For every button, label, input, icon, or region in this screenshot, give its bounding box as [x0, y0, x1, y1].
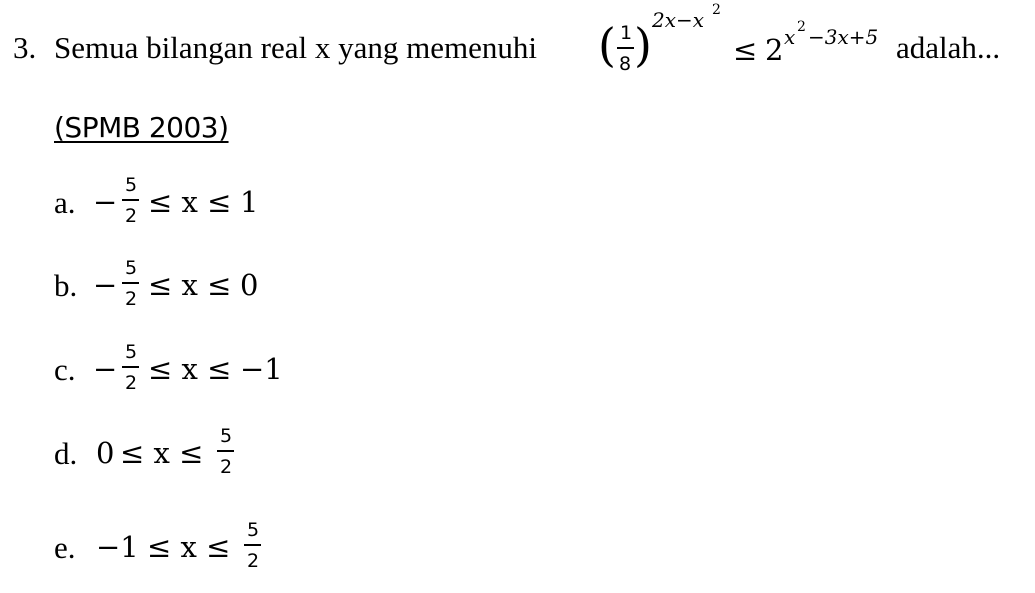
option-d-numerator: 5	[220, 425, 233, 447]
base-numerator: 1	[620, 22, 633, 44]
option-e-denominator: 2	[247, 550, 260, 572]
option-b-rhs: 0	[240, 268, 259, 302]
option-c-letter: c.	[54, 352, 76, 387]
option-d-letter: d.	[54, 436, 78, 471]
option-c-denominator: 2	[125, 372, 138, 394]
option-c-fraction-bar	[122, 366, 139, 368]
left-paren: (	[598, 18, 616, 72]
option-c-middle: ≤ x ≤	[148, 352, 232, 386]
left-exponent: 2x−x	[652, 8, 705, 32]
option-b-letter: b.	[54, 268, 78, 303]
option-b-sign: −	[93, 268, 118, 302]
option-a-rhs: 1	[240, 185, 259, 219]
option-d-denominator: 2	[220, 456, 233, 478]
option-b-denominator: 2	[125, 288, 138, 310]
option-b-middle: ≤ x ≤	[148, 268, 232, 302]
base-fraction-bar	[617, 47, 634, 49]
option-c-rhs: −1	[240, 352, 283, 386]
option-a-sign: −	[93, 185, 118, 219]
option-c-sign: −	[93, 352, 118, 386]
option-a-letter: a.	[54, 185, 76, 220]
option-b-numerator: 5	[125, 257, 138, 279]
option-a-middle	[148, 185, 232, 219]
question-number: 3.	[13, 30, 37, 65]
option-a-fraction-bar	[122, 199, 139, 201]
option-e-fraction-bar	[244, 544, 261, 546]
option-a-denominator: 2	[125, 205, 138, 227]
option-c-numerator: 5	[125, 341, 138, 363]
option-d-lhs: 0	[96, 436, 115, 470]
right-paren: )	[634, 18, 652, 72]
source-citation: (SPMB 2003)	[54, 111, 229, 144]
option-b-fraction-bar	[122, 282, 139, 284]
question-lead-text: Semua bilangan real x yang memenuhi	[54, 30, 537, 65]
right-exponent-x: x	[784, 25, 796, 49]
option-e-lhs: −1	[96, 530, 139, 564]
left-exponent-power: 2	[712, 2, 721, 18]
base-denominator: 8	[619, 53, 632, 75]
option-a-numerator: 5	[125, 174, 138, 196]
option-e-numerator: 5	[247, 519, 260, 541]
relation-symbol: ≤	[733, 33, 758, 67]
right-base: 2	[765, 33, 784, 67]
right-exponent-power: 2	[797, 19, 806, 35]
option-e-middle: ≤ x ≤	[147, 530, 231, 564]
option-d-fraction-bar	[217, 450, 234, 452]
right-exponent-rest: −3x+5	[808, 25, 879, 49]
trailing-text: adalah...	[896, 30, 1001, 65]
option-e-letter: e.	[54, 530, 76, 565]
option-a-middle-text: ≤ x ≤	[148, 185, 232, 219]
option-d-middle: ≤ x ≤	[120, 436, 204, 470]
